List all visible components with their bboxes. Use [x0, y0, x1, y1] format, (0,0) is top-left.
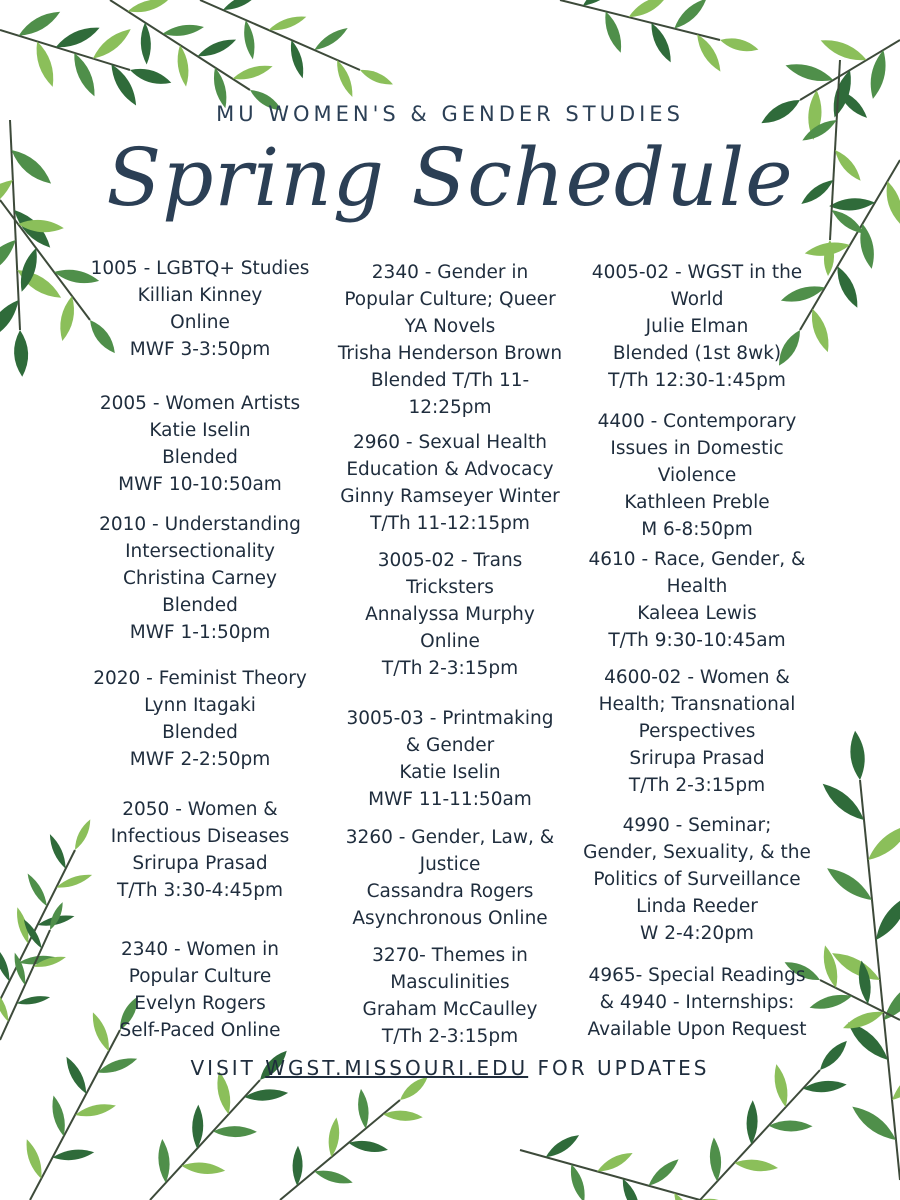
course-format: Blended (1st 8wk): [612, 343, 782, 364]
course-title-cont: & Gender: [405, 735, 495, 756]
course-title: 2340 - Gender in: [371, 262, 529, 283]
footer-suffix: FOR UPDATES: [537, 1056, 710, 1080]
course-format: Blended: [162, 447, 238, 468]
leaf-shape: [848, 730, 867, 781]
course-title-cont: Intersectionality: [125, 541, 275, 562]
org-name: MU WOMEN'S & GENDER STUDIES: [216, 102, 684, 126]
course-time: MWF 10-10:50am: [118, 474, 282, 495]
course-title: 4610 - Race, Gender, &: [588, 549, 806, 570]
course-title-cont: Popular Culture; Queer: [344, 289, 556, 310]
course-title-cont: World: [670, 289, 724, 310]
leaf-shape: [157, 1139, 171, 1184]
course-format: Online: [420, 631, 480, 652]
branch-stem: [150, 1080, 260, 1200]
course-listing: [325, 705, 575, 813]
leaf-shape: [46, 832, 69, 870]
course-title-cont: YA Novels: [404, 316, 496, 337]
course-title-cont: Justice: [419, 854, 481, 875]
course-time: MWF 3-3:50pm: [129, 339, 271, 360]
instructor: Katie Iselin: [149, 420, 251, 441]
course-title-cont: Perspectives: [638, 721, 756, 742]
leaf-shape: [348, 1138, 389, 1155]
course-note: Available Upon Request: [587, 1019, 807, 1040]
leaf-shape: [580, 0, 622, 10]
course-format: Blended T/Th 11-: [370, 370, 530, 391]
course-time: MWF 2-2:50pm: [129, 749, 271, 770]
course-format: Blended: [162, 595, 238, 616]
course-title: 2960 - Sexual Health: [352, 432, 548, 453]
course-title: 1005 - LGBTQ+ Studies: [90, 258, 310, 279]
course-title-cont: Infectious Diseases: [110, 826, 290, 847]
page-title: Spring Schedule: [106, 131, 794, 224]
course-title: 3260 - Gender, Law, &: [345, 827, 555, 848]
leaf-shape: [832, 264, 863, 311]
course-listing: [75, 390, 325, 498]
instructor: Trisha Henderson Brown: [337, 343, 563, 364]
branch-stem: [520, 1150, 700, 1200]
course-title-cont: Issues in Domestic: [610, 438, 784, 459]
course-time: 12:25pm: [408, 397, 492, 418]
course-listing: [325, 429, 575, 537]
course-title-cont: Health: [666, 576, 728, 597]
instructor: Julie Elman: [645, 316, 749, 337]
course-listing: [75, 936, 325, 1044]
leaf-shape: [16, 7, 64, 41]
course-title: 2005 - Women Artists: [99, 393, 301, 414]
course-time: MWF 1-1:50pm: [129, 622, 271, 643]
instructor: Annalyssa Murphy: [365, 604, 535, 625]
footer: [0, 1056, 900, 1080]
course-title: 3270- Themes in: [372, 945, 528, 966]
leaf-shape: [231, 62, 274, 84]
leaf-shape: [13, 330, 29, 377]
course-title-cont: Tricksters: [406, 577, 494, 598]
course-title: 4005-02 - WGST in the: [591, 262, 803, 283]
leaf-shape: [312, 24, 350, 54]
instructor: Christina Carney: [123, 568, 277, 589]
course-title-cont: Masculinities: [390, 972, 510, 993]
course-time: W 2-4:20pm: [640, 923, 754, 944]
leaf-shape: [543, 1131, 582, 1161]
leaf-shape: [719, 35, 760, 55]
course-title: 4600-02 - Women &: [604, 667, 790, 688]
instructor: Srirupa Prasad: [629, 748, 765, 769]
course-format: Blended: [162, 722, 238, 743]
course-time: T/Th 2-3:15pm: [381, 658, 519, 679]
course-title: 2340 - Women in: [121, 939, 279, 960]
leaf-shape: [181, 1160, 226, 1176]
course-title: 4965- Special Readings: [588, 965, 806, 986]
instructor: Killian Kinney: [137, 285, 263, 306]
course-title-cont: Education & Advocacy: [346, 459, 554, 480]
branch-stem: [700, 1070, 820, 1200]
course-title: 3005-03 - Printmaking: [346, 708, 554, 729]
leaf-shape: [645, 1155, 682, 1189]
leaf-shape: [867, 49, 890, 101]
instructor: Ginny Ramseyer Winter: [340, 486, 560, 507]
course-title: 4990 - Seminar;: [622, 815, 772, 836]
leaf-shape: [784, 59, 836, 86]
course-listing: [75, 796, 325, 904]
course-title: 2020 - Feminist Theory: [93, 668, 307, 689]
course-listing: [572, 664, 822, 799]
course-listing: [75, 255, 325, 363]
course-title-cont: & 4940 - Internships:: [599, 992, 795, 1013]
course-title: 2050 - Women &: [122, 799, 278, 820]
course-time: T/Th 11-12:15pm: [370, 513, 530, 534]
course-listing: [75, 665, 325, 773]
course-title-cont: Gender, Sexuality, & the: [583, 842, 811, 863]
instructor: Linda Reeder: [636, 896, 758, 917]
course-time: M 6-8:50pm: [641, 519, 753, 540]
course-listing: [572, 259, 822, 394]
website-link[interactable]: WGST.MISSOURI.EDU: [265, 1056, 529, 1080]
leaf-shape: [241, 19, 257, 60]
course-listing: [325, 259, 575, 421]
leaf-shape: [671, 0, 711, 33]
course-time: T/Th 3:30-4:45pm: [117, 880, 283, 901]
course-time: T/Th 2-3:15pm: [628, 775, 766, 796]
course-format: Asynchronous Online: [352, 908, 548, 929]
leaf-shape: [24, 871, 50, 908]
leaf-shape: [734, 1157, 779, 1173]
leaf-shape: [292, 1146, 303, 1186]
leaf-shape: [52, 1147, 95, 1162]
course-listing: [572, 408, 822, 543]
leaf-shape: [382, 1109, 423, 1122]
course-listing: [325, 547, 575, 682]
instructor: Cassandra Rogers: [366, 881, 534, 902]
leaf-shape: [769, 1120, 813, 1132]
course-listing: [572, 546, 822, 654]
course-listing: [572, 962, 822, 1043]
course-listing: [325, 824, 575, 932]
leaf-shape: [162, 22, 205, 39]
leaf-shape: [864, 819, 900, 865]
course-title: 3005-02 - Trans: [377, 550, 523, 571]
instructor: Evelyn Rogers: [134, 993, 266, 1014]
course-format: Online: [170, 312, 230, 333]
course-listing: [325, 942, 575, 1050]
leaf-shape: [313, 1167, 354, 1188]
instructor: Graham McCaulley: [362, 999, 538, 1020]
leaf-shape: [358, 66, 395, 89]
course-title: 4400 - Contemporary: [597, 411, 797, 432]
course-listing: [572, 812, 822, 947]
leaf-shape: [128, 64, 173, 88]
leaf-shape: [140, 22, 152, 64]
instructor: Kaleea Lewis: [637, 603, 757, 624]
course-time: T/Th 9:30-10:45am: [608, 630, 786, 651]
course-title-cont: Health; Transnational: [598, 694, 796, 715]
leaf-shape: [818, 34, 869, 66]
leaf-shape: [196, 35, 239, 61]
leaf-shape: [213, 1126, 257, 1137]
leaf-shape: [22, 1138, 46, 1181]
course-title: 2010 - Understanding: [99, 514, 301, 535]
footer-prefix: VISIT: [190, 1056, 256, 1080]
course-title-cont: Violence: [657, 465, 737, 486]
instructor: Katie Iselin: [399, 762, 501, 783]
leaf-shape: [708, 1137, 722, 1182]
instructor: Srirupa Prasad: [132, 853, 268, 874]
course-format: Self-Paced Online: [119, 1020, 281, 1041]
course-title-cont: Politics of Surveillance: [593, 869, 801, 890]
course-time: T/Th 2-3:15pm: [381, 1026, 519, 1047]
course-time: T/Th 12:30-1:45pm: [608, 370, 786, 391]
instructor: Kathleen Preble: [624, 492, 770, 513]
leaf-shape: [356, 1088, 371, 1129]
instructor: Lynn Itagaki: [144, 695, 256, 716]
course-title-cont: Popular Culture: [128, 966, 272, 987]
course-listing: [75, 511, 325, 646]
course-time: MWF 11-11:50am: [368, 789, 532, 810]
